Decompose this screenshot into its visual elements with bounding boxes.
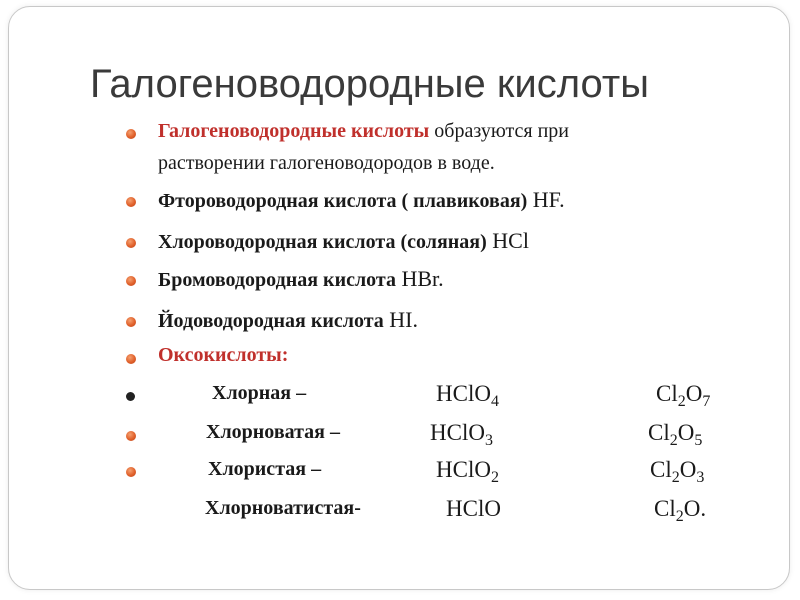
slide-title: Галогеноводородные кислоты (90, 62, 649, 106)
hbr-line (158, 266, 444, 292)
oxide-sub2: 5 (694, 432, 703, 449)
oxide-sub1: 2 (677, 393, 686, 410)
bullet-icon (126, 431, 136, 441)
oxide-el1: Cl (654, 496, 676, 521)
definition-text: образуются при (429, 120, 569, 142)
acid-formula (430, 420, 493, 450)
oxide-formula (650, 457, 704, 487)
acid-base: HClO (446, 496, 501, 521)
acid-sub: 2 (490, 469, 499, 486)
oxide-el1: Cl (650, 457, 672, 482)
oxide-sub2: 3 (696, 469, 705, 486)
definition-continuation: растворении галогеноводородов в воде. (158, 152, 495, 174)
definition-line (158, 120, 569, 143)
oxo-name: Хлорная – (212, 382, 307, 404)
hcl-line (158, 228, 529, 254)
acid-formula (436, 457, 499, 487)
hbr-formula: HBr. (396, 266, 444, 291)
hi-line (158, 307, 418, 333)
bullet-icon (126, 467, 136, 477)
oxoacids-heading: Оксокислоты: (158, 344, 289, 366)
bullet-icon (126, 238, 136, 248)
acid-formula (436, 381, 499, 411)
bullet-icon (126, 392, 135, 401)
oxide-sub2: 7 (702, 393, 711, 410)
acid-base: HClO (436, 381, 491, 406)
acid-base: HClO (436, 457, 491, 482)
oxide-formula (648, 420, 702, 450)
oxo-name: Хлорноватая – (206, 421, 340, 443)
hcl-formula: HCl (486, 228, 529, 253)
bullet-icon (126, 354, 136, 364)
oxide-el2: O (677, 420, 695, 445)
acid-base: HClO (430, 420, 485, 445)
oxide-sub1: 2 (669, 432, 678, 449)
bullet-icon (126, 197, 136, 207)
oxide-el1: Cl (656, 381, 678, 406)
oxide-el2: O (685, 381, 703, 406)
definition-term: Галогеноводородные кислоты (158, 120, 430, 142)
oxide-el1: Cl (648, 420, 670, 445)
hi-formula: HI. (383, 307, 418, 332)
oxide-el2: O (679, 457, 697, 482)
hbr-name: Бромоводородная кислота (158, 269, 396, 291)
bullet-icon (126, 129, 136, 139)
acid-sub: 3 (484, 432, 493, 449)
hf-formula: HF. (527, 187, 565, 212)
hi-name: Йодоводородная кислота (158, 310, 384, 332)
oxide-formula (654, 496, 706, 526)
hf-name: Фтороводородная кислота ( плавиковая) (158, 190, 528, 212)
acid-formula (446, 496, 501, 522)
bullet-icon (126, 276, 136, 286)
oxide-sub1: 2 (671, 469, 680, 486)
oxo-name: Хлорноватистая- (205, 497, 361, 519)
hcl-name: Хлороводородная кислота (соляная) (158, 231, 487, 253)
oxide-el2: O. (683, 496, 707, 521)
acid-sub: 4 (490, 393, 499, 410)
bullet-icon (126, 317, 136, 327)
hf-line (158, 187, 565, 213)
oxide-formula (656, 381, 710, 411)
oxide-sub1: 2 (675, 508, 684, 525)
oxo-name: Хлористая – (208, 458, 322, 480)
